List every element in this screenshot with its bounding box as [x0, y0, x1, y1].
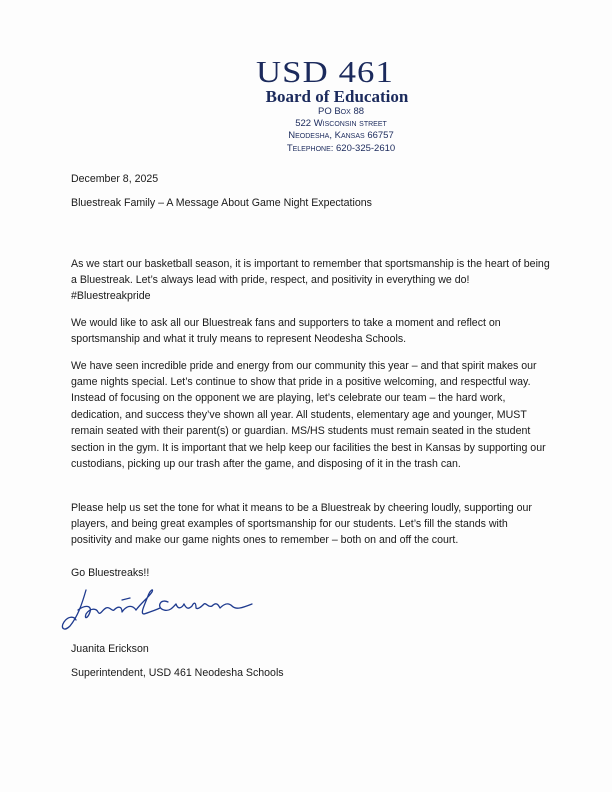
letter-date: December 8, 2025: [71, 173, 159, 185]
signer-name: Juanita Erickson: [71, 643, 149, 655]
letter-subject: Bluestreak Family – A Message About Game Night Expectations: [71, 197, 372, 209]
signature-image: [56, 580, 276, 640]
po-box: PO Box 88: [317, 106, 365, 117]
street-address: 522 Wisconsin street: [295, 118, 387, 130]
letterhead: [0, 56, 612, 155]
paragraph-3: We have seen incredible pride and energy from our community this year – and that spirit makes our game nights special. Let’s continue to show that pride in a positive welcoming, and respectful way. Instead of focusing on the opponent we are playing, let’s celebrate our team – the hard work, dedication, and success they’ve shown all year. All students, elementary age and younger, MUST remain seated with their parent(s) or guardian. MS/HS students must remain seated in the student section in the gym. It is important that we help keep our facilities the best in Kansas by supporting our custodians, picking up our trash after the game, and disposing of it in the trash can.: [71, 359, 546, 471]
paragraph-1: As we start our basketball season, it is important to remember that sportsmanship is the heart of being a Bluestreak. Let’s always lead with pride, respect, and positivity in everything we do! #Bluestreakpride: [71, 257, 550, 303]
closing-line: Go Bluestreaks!!: [71, 567, 150, 579]
org-name: USD 461: [255, 54, 395, 89]
address-block: [0, 106, 612, 155]
paragraph-2: We would like to ask all our Bluestreak fans and supporters to take a moment and reflect on sportsmanship and what it truly means to represent Neodesha Schools.: [71, 316, 501, 345]
telephone: Telephone: 620-325-2610: [286, 142, 396, 154]
paragraph-4: Please help us set the tone for what it means to be a Bluestreak by cheering loudly, supporting our players, and being great examples of sportsmanship for our students. Let’s fill the stands with positivity and make our game nights ones to remember – both on and off the court.: [71, 501, 532, 547]
board-name: Board of Education: [265, 87, 409, 106]
signer-title: Superintendent, USD 461 Neodesha Schools: [71, 667, 284, 679]
city-state-zip: Neodesha, Kansas 66757: [288, 130, 394, 142]
